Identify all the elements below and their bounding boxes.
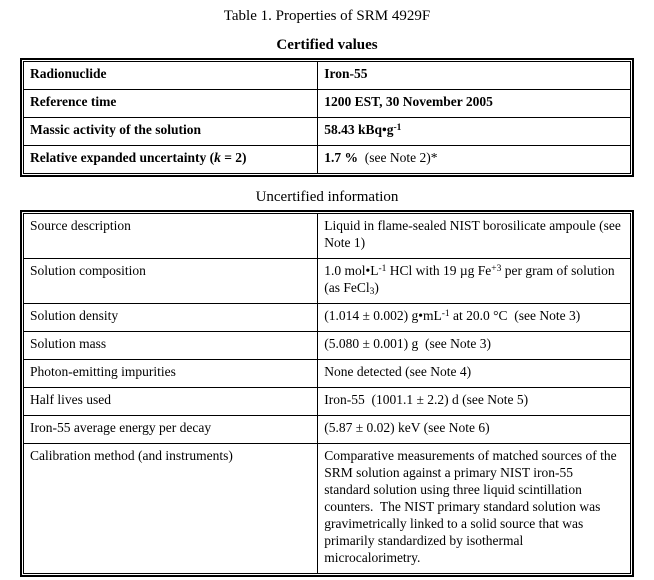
table-caption: Table 1. Properties of SRM 4929F (223, 8, 431, 24)
property-value-cell (318, 214, 631, 259)
certified-values-heading: Certified values (276, 37, 378, 53)
text-run: Solution mass (30, 336, 107, 351)
property-value-cell (318, 416, 631, 444)
table-row (24, 304, 631, 332)
text-run: Iron-55 (1001.1 ± 2.2) d (see Note 5) (324, 392, 529, 407)
table-row (24, 332, 631, 360)
text-run: -1 (393, 123, 402, 133)
text-run: Radionuclide (30, 66, 107, 81)
text-run: at 20.0 °C (see Note 3) (449, 308, 581, 323)
property-label-cell (24, 444, 318, 574)
property-label-cell (24, 146, 318, 174)
property-label-cell (24, 118, 318, 146)
table-row (24, 90, 631, 118)
text-run: +3 (491, 264, 502, 274)
property-label-cell (24, 259, 318, 304)
text-run: Photon-emitting impurities (30, 364, 176, 379)
text-run: Half lives used (30, 392, 111, 407)
property-value-cell (318, 118, 631, 146)
text-run: HCl with 19 µg Fe (386, 263, 492, 278)
text-run: Solution density (30, 308, 119, 323)
table-row (24, 416, 631, 444)
text-run: Relative expanded uncertainty ( (30, 150, 215, 165)
table-row (24, 118, 631, 146)
table-row (24, 146, 631, 174)
text-run: 1.0 mol•L (324, 263, 379, 278)
property-label-cell (24, 360, 318, 388)
text-run: (1.014 ± 0.002) g•mL (324, 308, 442, 323)
text-run: Source description (30, 218, 131, 233)
text-run: Reference time (30, 94, 117, 109)
text-run: per gram of solution (as FeCl (324, 263, 615, 295)
table-row (24, 214, 631, 259)
certified-values-table (20, 58, 634, 177)
property-value-cell (318, 90, 631, 118)
text-run: 1200 EST, 30 November 2005 (324, 94, 493, 109)
table-row (24, 444, 631, 574)
text-run: 58.43 kBq•g (324, 122, 394, 137)
property-value-cell (318, 304, 631, 332)
property-value-cell (318, 360, 631, 388)
text-run: ) (374, 280, 379, 295)
table-row (24, 62, 631, 90)
property-label-cell (24, 388, 318, 416)
text-run: Calibration method (and instruments) (30, 448, 233, 463)
table-row (24, 259, 631, 304)
text-run: Massic activity of the solution (30, 122, 201, 137)
property-label-cell (24, 332, 318, 360)
text-run: (5.080 ± 0.001) g (see Note 3) (324, 336, 491, 351)
text-run: Iron-55 (324, 66, 368, 81)
property-label-cell (24, 62, 318, 90)
text-run: 1.7 % (324, 150, 358, 165)
table-row (24, 360, 631, 388)
text-run: (see Note 2)* (357, 150, 438, 165)
property-label-cell (24, 304, 318, 332)
property-value-cell (318, 444, 631, 574)
uncertified-information-heading: Uncertified information (255, 189, 399, 205)
text-run: Iron-55 average energy per decay (30, 420, 212, 435)
text-run: Liquid in flame-sealed NIST borosilicate ampoule (see Note 1) (324, 218, 621, 250)
property-value-cell (318, 388, 631, 416)
property-value-cell (318, 259, 631, 304)
uncertified-information-table (20, 210, 634, 577)
text-run: -1 (378, 264, 387, 274)
text-run: (5.87 ± 0.02) keV (see Note 6) (324, 420, 490, 435)
property-value-cell (318, 62, 631, 90)
text-run: 3 (369, 287, 375, 297)
property-value-cell (318, 332, 631, 360)
property-label-cell (24, 416, 318, 444)
property-value-cell (318, 146, 631, 174)
text-run: = 2) (220, 150, 247, 165)
certified-values-table-grid (23, 61, 631, 174)
text-run: None detected (see Note 4) (324, 364, 472, 379)
table-row (24, 388, 631, 416)
text-run: k (214, 150, 221, 165)
property-label-cell (24, 214, 318, 259)
property-label-cell (24, 90, 318, 118)
uncertified-information-table-grid (23, 213, 631, 574)
text-run: -1 (441, 309, 450, 319)
text-run: Solution composition (30, 263, 146, 278)
text-run: Comparative measurements of matched sources of the SRM solution against a primary NIST iron-55 standard solution using three liquid scintillation counters. The NIST primary standard solution was gravimetrically linked to a solid source that was primarily standardized by isothermal microcalorimetry. (324, 448, 617, 565)
